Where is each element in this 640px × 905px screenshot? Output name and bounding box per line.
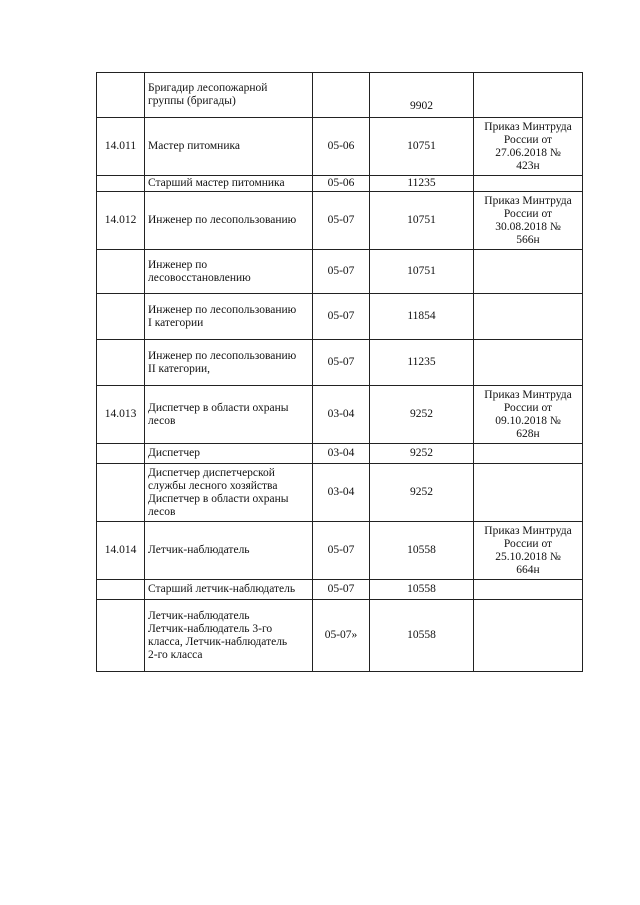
position-name-line: класса, Летчик-наблюдатель (148, 635, 288, 648)
salary-value: 10558 (370, 580, 474, 600)
position-name (145, 294, 313, 340)
order-reference (474, 294, 583, 340)
order-reference-line: России от (503, 401, 553, 414)
order-reference-line: 664н (516, 563, 540, 576)
position-name-line: Инженер по лесопользованию (148, 349, 297, 362)
position-name-line: лесов (148, 505, 176, 518)
table-row (97, 464, 583, 522)
position-name-line: II категории, (148, 362, 210, 375)
qualification-code: 05-07 (313, 522, 370, 580)
position-name-line: Старший мастер питомника (148, 177, 285, 189)
order-reference (474, 176, 583, 192)
qualification-code: 05-07 (313, 250, 370, 294)
position-name (145, 340, 313, 386)
order-reference (474, 250, 583, 294)
position-name (145, 600, 313, 672)
order-reference (474, 73, 583, 118)
position-name-line: I категории (148, 316, 204, 329)
position-name-line: службы лесного хозяйства (148, 479, 278, 492)
position-name-line: Инженер по (148, 258, 208, 271)
qualification-code (313, 73, 370, 118)
row-number (97, 294, 145, 340)
position-name-line: Диспетчер в области охраны (148, 492, 289, 505)
order-reference-line: России от (503, 133, 553, 146)
order-reference-line: Приказ Минтруда (484, 524, 572, 537)
order-reference-line: 30.08.2018 № (495, 220, 561, 233)
salary-value: 10558 (370, 522, 474, 580)
order-reference-line: Приказ Минтруда (484, 388, 572, 401)
salary-value: 10558 (370, 600, 474, 672)
salary-value: 11854 (370, 294, 474, 340)
order-reference-line: 25.10.2018 № (495, 550, 561, 563)
salary-value: 9902 (370, 73, 474, 118)
salary-value: 10751 (370, 250, 474, 294)
position-name-line: лесовосстановлению (148, 271, 251, 284)
row-number (97, 176, 145, 192)
salary-value: 10751 (370, 192, 474, 250)
table-row (97, 522, 583, 580)
order-reference (474, 600, 583, 672)
order-reference-line: Приказ Минтруда (484, 194, 572, 207)
position-name (145, 464, 313, 522)
order-reference (474, 386, 583, 444)
qualification-code: 05-07 (313, 294, 370, 340)
order-reference-line: 566н (516, 233, 540, 246)
row-number (97, 600, 145, 672)
order-reference (474, 580, 583, 600)
order-reference-line: России от (503, 537, 553, 550)
order-reference-line: 27.06.2018 № (495, 146, 561, 159)
row-number: 14.013 (97, 386, 145, 444)
order-reference (474, 340, 583, 386)
qualification-code: 05-06 (313, 118, 370, 176)
table-body (97, 73, 583, 672)
position-name-line: Инженер по лесопользованию (148, 303, 297, 316)
position-name (145, 73, 313, 118)
qualification-code: 03-04 (313, 464, 370, 522)
position-name-line: Старший летчик-наблюдатель (148, 583, 296, 595)
order-reference (474, 118, 583, 176)
table-row (97, 118, 583, 176)
table-row (97, 600, 583, 672)
qualification-code: 03-04 (313, 386, 370, 444)
table-row (97, 340, 583, 386)
salary-value: 11235 (370, 340, 474, 386)
qualification-code: 03-04 (313, 444, 370, 464)
order-reference (474, 444, 583, 464)
salary-value: 9252 (370, 464, 474, 522)
qualification-code: 05-07 (313, 580, 370, 600)
position-name (145, 522, 313, 580)
position-name-line: Летчик-наблюдатель (148, 609, 250, 622)
position-name (145, 444, 313, 464)
position-name-line: лесов (148, 414, 176, 427)
row-number: 14.014 (97, 522, 145, 580)
position-name (145, 386, 313, 444)
position-name (145, 250, 313, 294)
row-number (97, 250, 145, 294)
table-row (97, 176, 583, 192)
table-row (97, 192, 583, 250)
qualification-code: 05-07 (313, 340, 370, 386)
document-table (96, 72, 583, 672)
position-name-line: группы (бригады) (148, 95, 236, 107)
order-reference-line: 09.10.2018 № (495, 414, 561, 427)
table-row (97, 73, 583, 118)
table-row (97, 444, 583, 464)
table-row (97, 250, 583, 294)
qualification-code: 05-06 (313, 176, 370, 192)
order-reference-line: 628н (516, 427, 540, 440)
position-name-line: Диспетчер в области охраны (148, 401, 289, 414)
salary-value: 10751 (370, 118, 474, 176)
qualification-code: 05-07 (313, 192, 370, 250)
salary-value: 9252 (370, 386, 474, 444)
position-name-line: Летчик-наблюдатель (148, 544, 250, 556)
qualification-code: 05-07» (313, 600, 370, 672)
position-name (145, 118, 313, 176)
order-reference-line: Приказ Минтруда (484, 120, 572, 133)
order-reference (474, 464, 583, 522)
position-name-line: 2-го класса (148, 648, 203, 661)
order-reference (474, 192, 583, 250)
table-row (97, 386, 583, 444)
table-row (97, 294, 583, 340)
row-number: 14.011 (97, 118, 145, 176)
row-number: 14.012 (97, 192, 145, 250)
salary-value: 11235 (370, 176, 474, 192)
position-name-line: Диспетчер диспетчерской (148, 466, 275, 479)
position-name (145, 580, 313, 600)
row-number (97, 73, 145, 118)
position-name-line: Инженер по лесопользованию (148, 214, 297, 226)
order-reference-line: России от (503, 207, 553, 220)
position-name (145, 192, 313, 250)
position-name-line: Бригадир лесопожарной (148, 82, 268, 94)
row-number (97, 340, 145, 386)
row-number (97, 444, 145, 464)
position-name (145, 176, 313, 192)
row-number (97, 580, 145, 600)
order-reference-line: 423н (516, 159, 540, 172)
position-name-line: Диспетчер (148, 447, 201, 459)
salary-value: 9252 (370, 444, 474, 464)
position-name-line: Мастер питомника (148, 140, 241, 152)
order-reference (474, 522, 583, 580)
table-row (97, 580, 583, 600)
row-number (97, 464, 145, 522)
position-name-line: Летчик-наблюдатель 3-го (148, 622, 273, 635)
